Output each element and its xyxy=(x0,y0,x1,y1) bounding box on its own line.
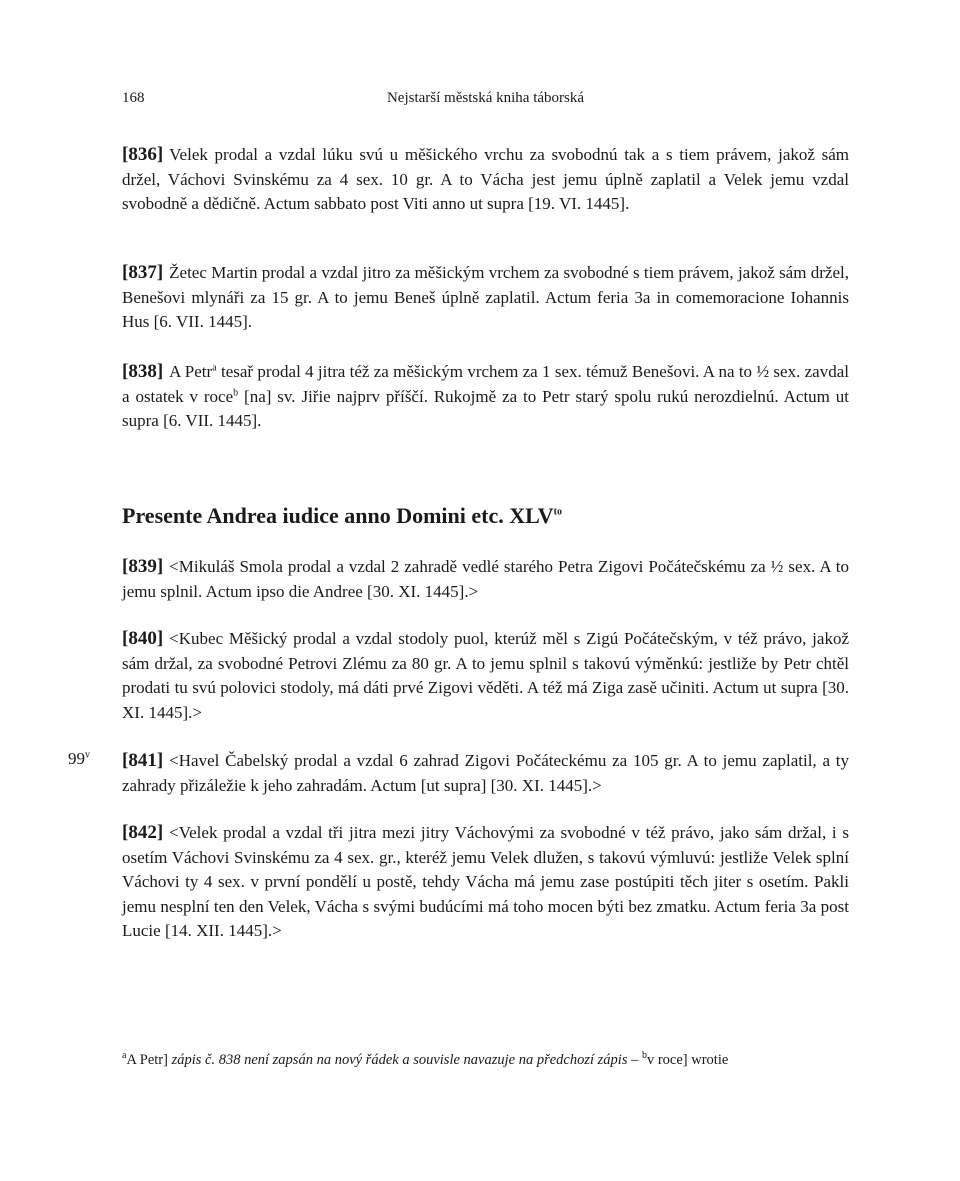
entry-text: <Kubec Měšický prodal a vzdal stodoly puol, kterúž měl s Zigú Počátečským, v též právo, jakož sám držal, za svobodné Petrovi Zlému za 80 gr. A to jemu splnil s takovú výměnkú: jestliže by Petr chtěl prodati tu svú polovici stodoly, má dáti prvé Zigovi věděti. A též má Ziga zasě učiniti. Actum ut supra [30. XI. 1445].> xyxy=(122,629,849,722)
entry-text: <Velek prodal a vzdal tři jitra mezi jitry Váchovými za svobodné v též právo, jako sám držal, i s osetím Váchovi Svinskému za 4 sex. gr., kteréž jemu Velek dlužen, s takovú výmluvú: jestliže Velek splní Váchovi ty 4 sex. v první pondělí u postě, tehdy Vácha má jemu zase postúpiti těch jiter s osetím. Pakli jemu nesplní ten den Velek, Vácha s svými budúcími má toho mocen býti bez zmatku. Actum feria 3a post Lucie [14. XII. 1445].> xyxy=(122,823,849,940)
folio-number: 99 xyxy=(68,749,85,768)
footnote-ref-b: b xyxy=(233,386,239,398)
entry-number: [840] xyxy=(122,628,164,649)
entry-text: Velek prodal a vzdal lúku svú u měšického vrchu za svobodnú tak a s tiem právem, jakož sám držel, Váchovi Svinskému za 4 sex. 10 gr. A to Vácha jest jemu úplně zaplatil a Velek jemu vzdal svobodně a dědičně. Actum sabbato post Viti anno ut supra [19. VI. 1445]. xyxy=(122,145,849,213)
entry-841 xyxy=(122,749,849,798)
running-title: Nejstarší městská kniha táborská xyxy=(386,90,585,106)
entry-number: [836] xyxy=(122,144,164,165)
entry-number: [842] xyxy=(122,822,164,843)
footnote-lemma-b: v roce] wrotie xyxy=(646,1052,729,1068)
footnote-note-a: zápis č. 838 není zapsán na nový řádek a souvisle navazuje na předchozí zápis xyxy=(167,1052,628,1068)
entry-text: <Havel Čabelský prodal a vzdal 6 zahrad Zigovi Počáteckému za 105 gr. A to jemu zaplatil, a ty zahrady přizáležie k jeho zahradám. Actum [ut supra] [30. XI. 1445].> xyxy=(122,751,849,795)
footnote-lemma-a: A Petr] xyxy=(126,1052,168,1068)
footnote-dash: – xyxy=(627,1052,642,1068)
entry-text: <Mikuláš Smola prodal a vzdal 2 zahradě vedlé starého Petra Zigovi Počátečskému za ½ sex. A to jemu splnil. Actum ipso die Andree [30. XI. 1445].> xyxy=(122,557,849,601)
entry-text-c: [na] sv. Jiřie najprv příščí. Rukojmě za to Petr starý spolu rukú nerozdielnú. Actum ut supra [6. VII. 1445]. xyxy=(122,386,850,430)
entry-number: [839] xyxy=(122,556,164,577)
margin-folio-note xyxy=(68,749,90,769)
entry-number: [841] xyxy=(122,750,164,771)
entry-number: [837] xyxy=(122,262,164,283)
entry-842 xyxy=(122,821,849,944)
section-heading xyxy=(122,503,849,529)
footnote-mark-a: a xyxy=(122,1050,127,1062)
page-header xyxy=(122,90,849,114)
entry-text-b: tesař prodal 4 jitra též za měšickým vrchem za 1 sex. témuž Benešovi. A na to ½ sex. zavdal a ostatek v roce xyxy=(122,362,849,406)
footnote-ref-a: a xyxy=(212,362,217,374)
entry-838 xyxy=(122,360,849,434)
folio-side: v xyxy=(85,749,90,761)
entry-840 xyxy=(122,627,849,725)
entry-837 xyxy=(122,261,849,335)
footnote xyxy=(122,1050,849,1070)
entry-839 xyxy=(122,555,849,604)
section-heading-text: Presente Andrea iudice anno Domini etc. XLV xyxy=(122,503,554,528)
page-number: 168 xyxy=(122,90,145,106)
entry-text-a: A Petr xyxy=(169,362,213,381)
entry-836 xyxy=(122,143,849,217)
entry-text: Žetec Martin prodal a vzdal jitro za měšickým vrchem za svobodné s tiem právem, jakož sám držel, Benešovi mlynáři za 15 gr. A to jemu Beneš úplně zaplatil. Actum feria 3a in comemoracione Iohannis Hus [6. VII. 1445]. xyxy=(122,263,849,331)
entry-number: [838] xyxy=(122,361,164,382)
footnote-mark-b: b xyxy=(641,1050,647,1062)
section-heading-sup: to xyxy=(553,506,562,518)
